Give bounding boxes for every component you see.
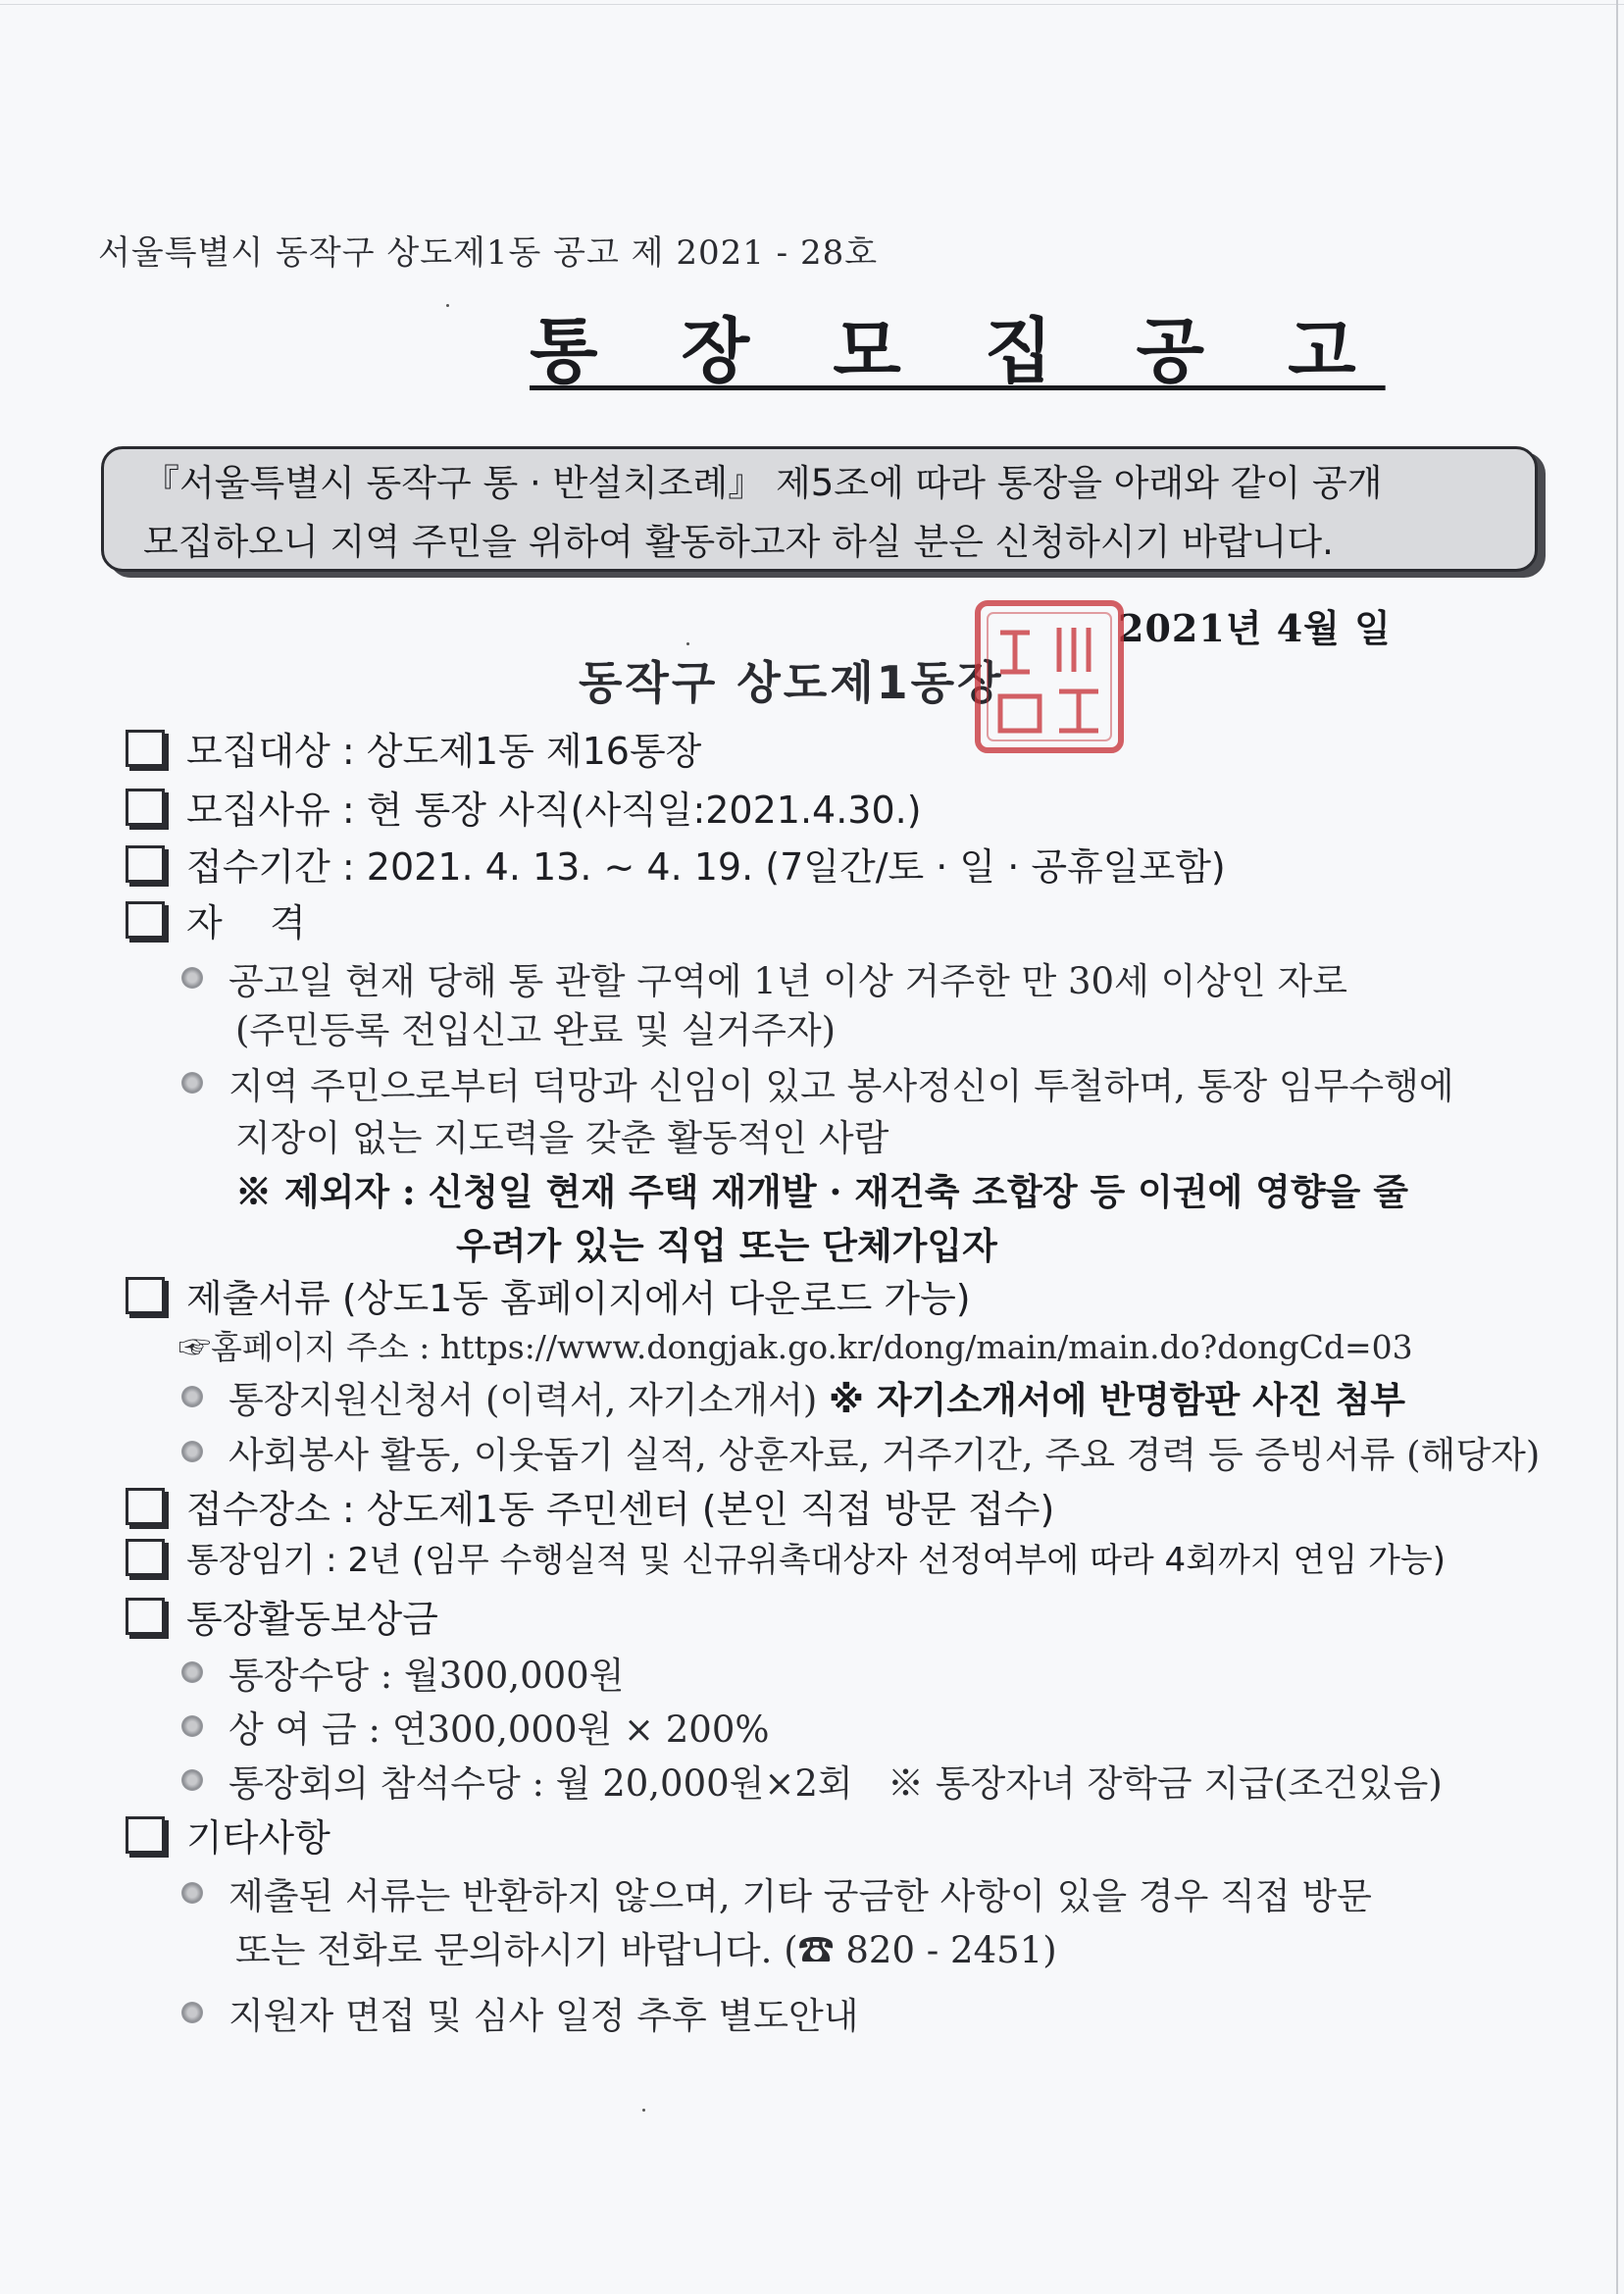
qualification-item-2-line-1: 지역 주민으로부터 덕망과 신임이 있고 봉사정신이 투철하며, 통장 임무수행에 (228, 1065, 1454, 1107)
intro-line-2: 모집하오니 지역 주민을 위하여 활동하고자 하실 분은 신청하시기 바랍니다. (143, 521, 1334, 563)
qualification-item-1-line-1: 공고일 현재 당해 통 관할 구역에 1년 이상 거주한 만 30세 이상인 자로 (228, 960, 1348, 1002)
exclusion-line-2: 우려가 있는 직업 또는 단체가입자 (456, 1224, 997, 1267)
other-item-1 (181, 1866, 1372, 1919)
official-seal-stamp (966, 593, 1133, 760)
other-item-2-text: 지원자 면접 및 심사 일정 추후 별도안내 (228, 1995, 859, 2037)
other-item-1-line-2: 또는 전화로 문의하시기 바랍니다. (☎ 820 - 2451) (235, 1929, 1057, 1971)
qualification-item-1 (181, 951, 1347, 1004)
checkbox-icon (126, 1277, 165, 1314)
document-item-1 (181, 1370, 1405, 1423)
bullet-icon (181, 1769, 203, 1791)
section-term-text: 통장임기 : 2년 (임무 수행실적 및 신규위촉대상자 선정여부에 따라 4회까지 연임 가능) (186, 1541, 1446, 1580)
section-place (126, 1479, 1054, 1533)
section-target (126, 721, 701, 775)
checkbox-icon (126, 1598, 165, 1635)
qualification-item-2 (181, 1056, 1454, 1109)
checkbox-icon (126, 789, 165, 826)
document-item-2 (181, 1425, 1540, 1478)
compensation-item-2-text: 상 여 금 : 연300,000원 × 200% (228, 1708, 770, 1751)
section-documents-label: 제출서류 (상도1동 홈페이지에서 다운로드 가능) (186, 1277, 971, 1320)
bullet-icon (181, 1072, 203, 1094)
notice-date: 2021년 4월 일 (1118, 606, 1392, 650)
checkbox-icon (126, 1488, 165, 1525)
scan-edge-top (0, 4, 1624, 5)
office-name: 동작구 상도제1동장 (579, 656, 1004, 709)
compensation-item-1 (181, 1646, 624, 1699)
section-target-text: 모집대상 : 상도제1동 제16통장 (186, 730, 702, 773)
compensation-item-1-text: 통장수당 : 월300,000원 (228, 1655, 625, 1697)
section-qualification (126, 892, 306, 946)
scan-edge-right (1616, 0, 1618, 2294)
qualification-item-2-line-2: 지장이 없는 지도력을 갖춘 활동적인 사람 (235, 1117, 889, 1159)
compensation-item-2 (181, 1700, 770, 1753)
section-place-text: 접수장소 : 상도제1동 주민센터 (본인 직접 방문 접수) (186, 1488, 1055, 1531)
exclusion-line-1: ※ 제외자 : 신청일 현재 주택 재개발 · 재건축 조합장 등 이권에 영향을 줄 (235, 1170, 1409, 1213)
bullet-icon (181, 1715, 203, 1737)
section-period (126, 837, 1226, 891)
intro-box (101, 446, 1538, 572)
compensation-item-3-text: 통장회의 참석수당 : 월 20,000원×2회 ※ 통장자녀 장학금 지급(조건있음) (228, 1762, 1443, 1805)
document-item-1-text: 통장지원신청서 (이력서, 자기소개서) (228, 1379, 830, 1421)
section-reason (126, 780, 922, 834)
other-item-1-line-1: 제출된 서류는 반환하지 않으며, 기타 궁금한 사항이 있을 경우 직접 방문 (228, 1875, 1372, 1917)
section-reason-text: 모집사유 : 현 통장 사직(사직일:2021.4.30.) (186, 789, 922, 832)
section-period-text: 접수기간 : 2021. 4. 13. ~ 4. 19. (7일간/토 · 일 · 공휴일포함) (186, 845, 1226, 889)
document-item-1-note: ※ 자기소개서에 반명함판 사진 첨부 (829, 1379, 1405, 1421)
section-compensation (126, 1589, 438, 1643)
scan-speck (446, 304, 449, 307)
section-term (126, 1533, 1446, 1581)
section-documents (126, 1268, 971, 1322)
section-other (126, 1808, 330, 1861)
checkbox-icon (126, 845, 165, 883)
document-item-2-text: 사회봉사 활동, 이웃돕기 실적, 상훈자료, 거주기간, 주요 경력 등 증빙서류 (해당자) (228, 1434, 1541, 1476)
bullet-icon (181, 1882, 203, 1904)
checkbox-icon (126, 1816, 165, 1854)
section-qualification-label: 자 격 (186, 901, 306, 944)
section-other-label: 기타사항 (186, 1816, 330, 1860)
document-title: 통 장 모 집 공 고 (530, 310, 1386, 392)
compensation-item-3 (181, 1754, 1443, 1807)
scan-speck (642, 2109, 645, 2112)
checkbox-icon (126, 901, 165, 939)
intro-line-1: 『서울특별시 동작구 통 · 반설치조례』 제5조에 따라 통장을 아래와 같이 공개 (143, 462, 1383, 504)
bullet-icon (181, 967, 203, 989)
bullet-icon (181, 1386, 203, 1407)
notice-number: 서울특별시 동작구 상도제1동 공고 제 2021 - 28호 (98, 233, 879, 273)
bullet-icon (181, 1441, 203, 1462)
qualification-item-1-line-2: (주민등록 전입신고 완료 및 실거주자) (235, 1009, 837, 1051)
checkbox-icon (126, 730, 165, 767)
checkbox-icon (126, 1539, 165, 1576)
bullet-icon (181, 1661, 203, 1683)
bullet-icon (181, 2002, 203, 2023)
scan-speck (686, 642, 689, 645)
other-item-2 (181, 1986, 858, 2039)
homepage-url: ☞홈페이지 주소 : https://www.dongjak.go.kr/dong/main/main.do?dongCd=03 (178, 1328, 1413, 1366)
section-compensation-label: 통장활동보상금 (186, 1598, 438, 1641)
